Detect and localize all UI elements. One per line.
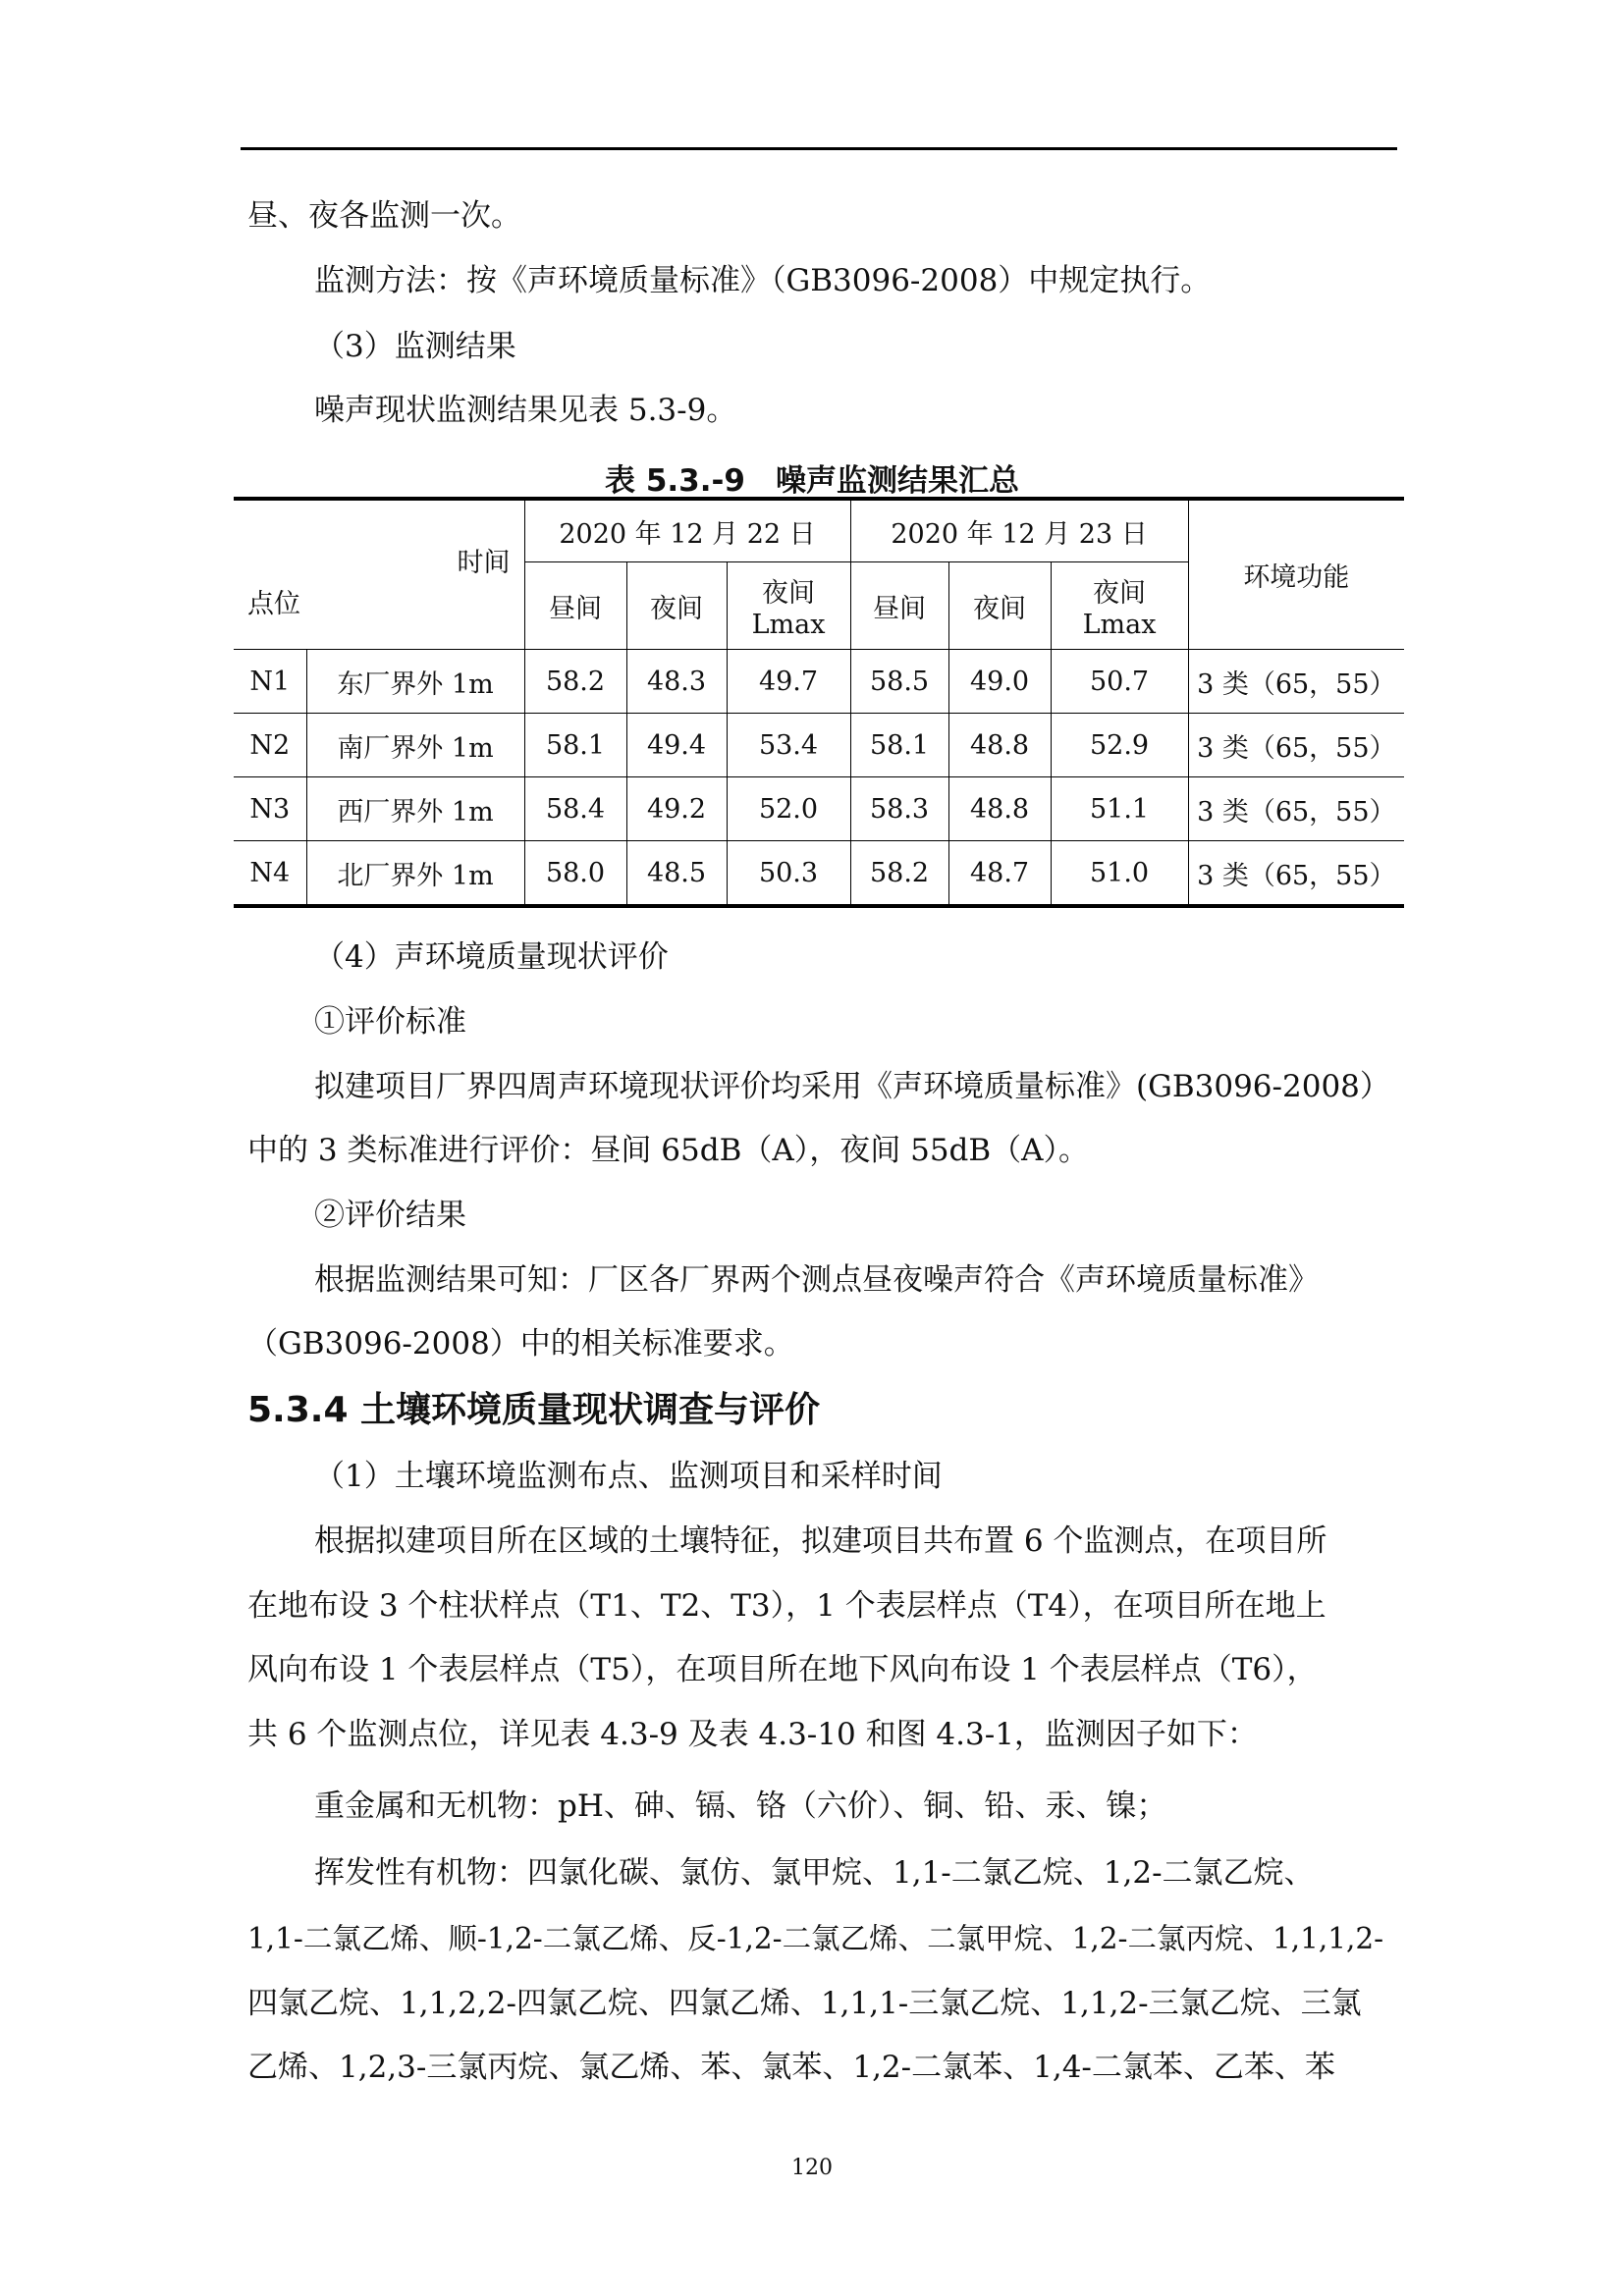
table-row: N1 东厂界外 1m 58.2 48.3 49.7 58.5 49.0 50.7 3 类（65，55） — [234, 650, 1404, 714]
header-rule — [241, 147, 1397, 150]
sub-header: 夜间 — [626, 562, 727, 650]
page-number: 120 — [791, 2156, 833, 2180]
paragraph-line: ①评价标准 — [314, 1004, 466, 1040]
paragraph-line: ②评价结果 — [314, 1198, 466, 1233]
paragraph-line: （4）声环境质量现状评价 — [314, 939, 669, 975]
table-row: N4 北厂界外 1m 58.0 48.5 50.3 58.2 48.7 51.0 3 类（65，55） — [234, 841, 1404, 907]
sub-header-lmax: 夜间 Lmax — [1051, 562, 1188, 650]
paragraph-line: 在地布设 3 个柱状样点（T1、T2、T3），1 个表层样点（T4），在项目所在地上 — [247, 1588, 1326, 1624]
corner-point-label: 点位 — [247, 588, 300, 619]
table-corner-cell — [234, 499, 524, 650]
sub-header: 昼间 — [524, 562, 626, 650]
noise-results-table — [234, 497, 1404, 908]
paragraph-line: 中的 3 类标准进行评价：昼间 65dB（A），夜间 55dB（A）。 — [247, 1133, 1090, 1168]
table-caption: 表 5.3.-9 噪声监测结果汇总 — [605, 463, 1019, 499]
function-header: 环境功能 — [1188, 499, 1404, 650]
date-header: 2020 年 12 月 22 日 — [524, 499, 850, 562]
paragraph-line: 监测方法：按《声环境质量标准》（GB3096-2008）中规定执行。 — [314, 263, 1212, 298]
paragraph-line: 共 6 个监测点位，详见表 4.3-9 及表 4.3-10 和图 4.3-1，监测因子如下： — [247, 1717, 1258, 1752]
paragraph-line: （1）土壤环境监测布点、监测项目和采样时间 — [314, 1459, 943, 1494]
sub-header: 夜间 — [948, 562, 1051, 650]
paragraph-line: 挥发性有机物：四氯化碳、氯仿、氯甲烷、1,1-二氯乙烷、1,2-二氯乙烷、 — [314, 1855, 1315, 1891]
paragraph-line: 风向布设 1 个表层样点（T5），在项目所在地下风向布设 1 个表层样点（T6）， — [247, 1652, 1318, 1687]
corner-time-label: 时间 — [457, 547, 511, 578]
paragraph-line: 拟建项目厂界四周声环境现状评价均采用《声环境质量标准》(GB3096-2008） — [314, 1069, 1390, 1104]
table-row: N3 西厂界外 1m 58.4 49.2 52.0 58.3 48.8 51.1 3 类（65，55） — [234, 777, 1404, 841]
paragraph-line: （GB3096-2008）中的相关标准要求。 — [247, 1326, 794, 1362]
table-row: N2 南厂界外 1m 58.1 49.4 53.4 58.1 48.8 52.9 3 类（65，55） — [234, 714, 1404, 777]
paragraph-line: 根据拟建项目所在区域的土壤特征，拟建项目共布置 6 个监测点，在项目所 — [314, 1523, 1327, 1559]
section-heading: 5.3.4 土壤环境质量现状调查与评价 — [247, 1390, 821, 1430]
paragraph-line: 昼、夜各监测一次。 — [247, 198, 521, 234]
paragraph-line: 根据监测结果可知：厂区各厂界两个测点昼夜噪声符合《声环境质量标准》 — [314, 1262, 1319, 1298]
date-header: 2020 年 12 月 23 日 — [850, 499, 1188, 562]
sub-header-lmax: 夜间 Lmax — [727, 562, 850, 650]
paragraph-line: 重金属和无机物：pH、砷、镉、铬（六价）、铜、铅、汞、镍； — [314, 1789, 1167, 1824]
paragraph-line: 乙烯、1,2,3-三氯丙烷、氯乙烯、苯、氯苯、1,2-二氯苯、1,4-二氯苯、乙苯、苯 — [247, 2050, 1335, 2085]
paragraph-line: 1,1-二氯乙烯、顺-1,2-二氯乙烯、反-1,2-二氯乙烯、二氯甲烷、1,2-二氯丙烷、1,1,1,2- — [247, 1922, 1384, 1955]
sub-header: 昼间 — [850, 562, 948, 650]
paragraph-line: （3）监测结果 — [314, 329, 516, 364]
paragraph-line: 四氯乙烷、1,1,2,2-四氯乙烷、四氯乙烯、1,1,1-三氯乙烷、1,1,2-三氯乙烷、三氯 — [247, 1986, 1362, 2021]
paragraph-line: 噪声现状监测结果见表 5.3-9。 — [314, 393, 737, 428]
